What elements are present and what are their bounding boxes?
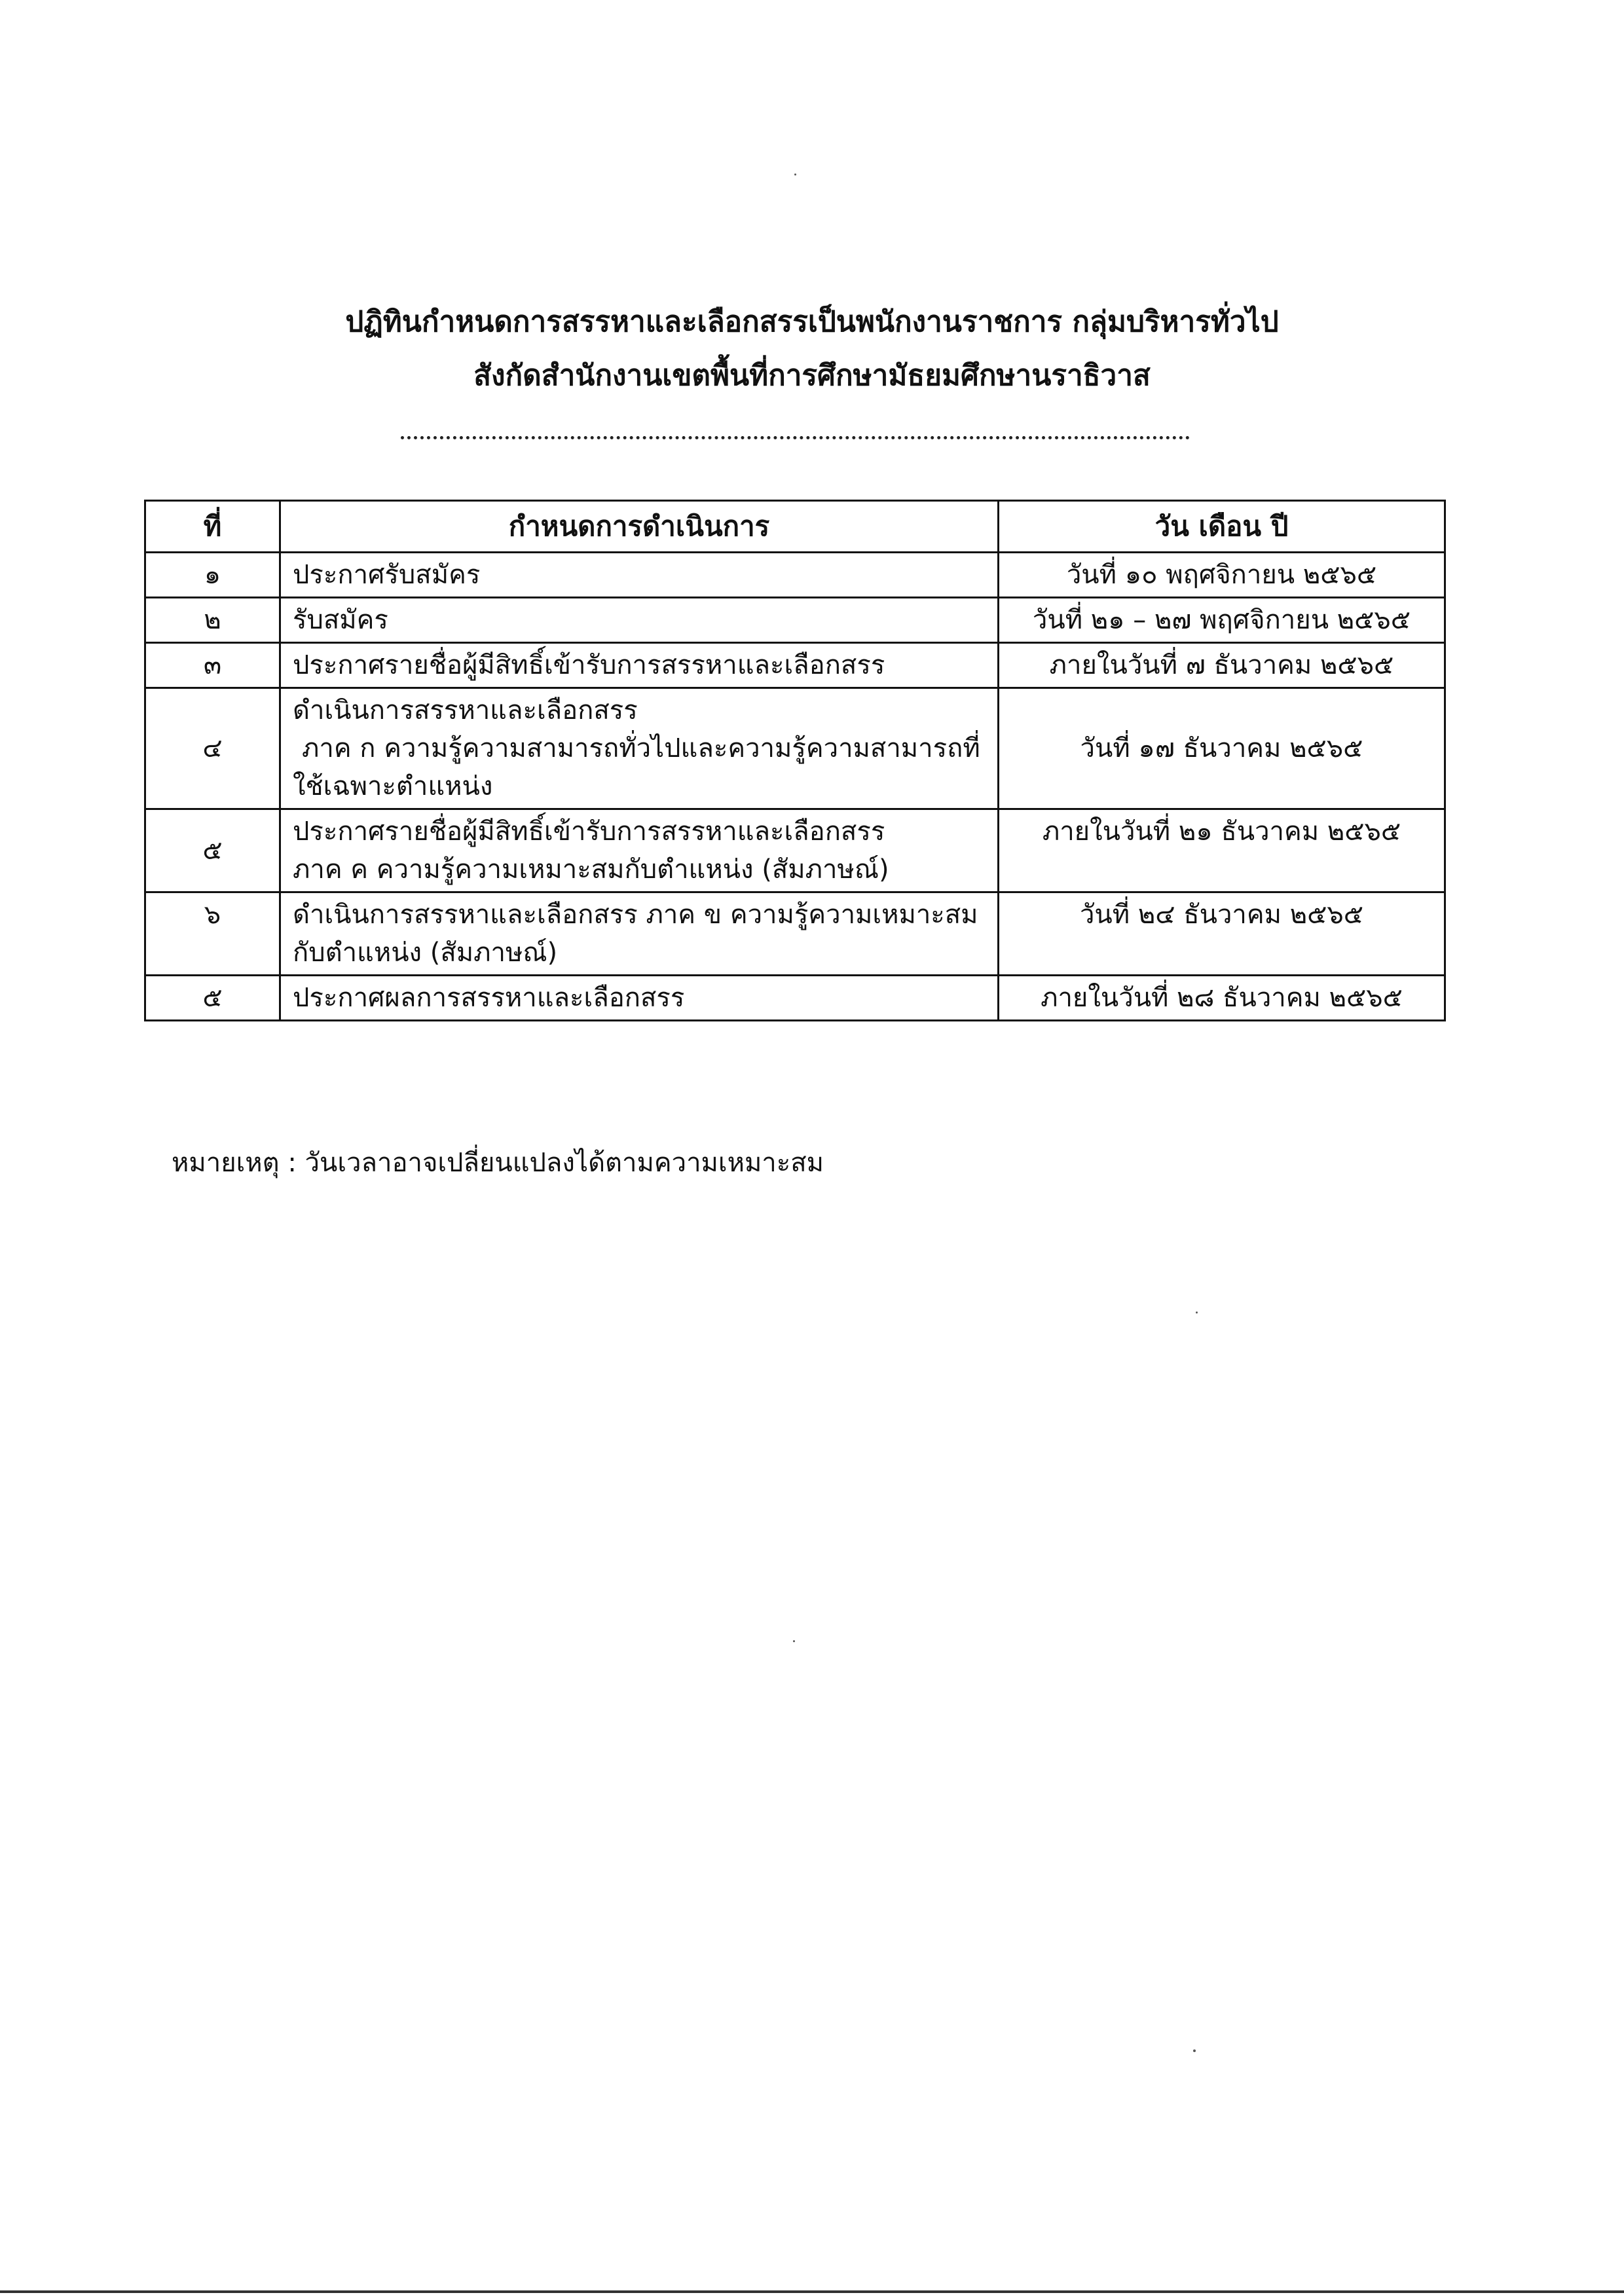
task-line: รับสมัคร — [293, 605, 388, 635]
row-date: วันที่ ๒๑ – ๒๗ พฤศจิกายน ๒๕๖๕ — [999, 598, 1445, 643]
task-line: กับตำแหน่ง (สัมภาษณ์) — [293, 938, 558, 968]
row-number: ๔ — [145, 688, 280, 809]
task-line: ประกาศรายชื่อผู้มีสิทธิ์เข้ารับการสรรหาและเลือกสรร — [293, 817, 885, 847]
header-date: วัน เดือน ปี — [999, 501, 1445, 553]
row-date: วันที่ ๑๐ พฤศจิกายน ๒๕๖๕ — [999, 553, 1445, 598]
scan-speck — [794, 174, 796, 175]
row-date: วันที่ ๒๔ ธันวาคม ๒๕๖๕ — [999, 892, 1445, 976]
task-line: ประกาศรายชื่อผู้มีสิทธิ์เข้ารับการสรรหาและเลือกสรร — [293, 650, 885, 680]
row-date: ภายในวันที่ ๒๘ ธันวาคม ๒๕๖๕ — [999, 976, 1445, 1021]
row-date: ภายในวันที่ ๗ ธันวาคม ๒๕๖๕ — [999, 643, 1445, 688]
row-number: ๑ — [145, 553, 280, 598]
row-task — [280, 809, 999, 892]
row-number: ๓ — [145, 643, 280, 688]
task-line: ประกาศผลการสรรหาและเลือกสรร — [293, 983, 685, 1013]
task-line: ดำเนินการสรรหาและเลือกสรร ภาค ข ความรู้ความเหมาะสม — [293, 900, 978, 930]
row-task — [280, 892, 999, 976]
header-task: กำหนดการดำเนินการ — [280, 501, 999, 553]
document-subtitle: สังกัดสำนักงานเขตพื้นที่การศึกษามัธยมศึกษานราธิวาส — [473, 359, 1151, 392]
row-date: วันที่ ๑๗ ธันวาคม ๒๕๖๕ — [999, 688, 1445, 809]
row-task — [280, 553, 999, 598]
footnote: หมายเหตุ : วันเวลาอาจเปลี่ยนแปลงได้ตามความเหมาะสม — [172, 1148, 824, 1178]
task-line: ภาค ก ความรู้ความสามารถทั่วไปและความรู้ความสามารถที่ — [302, 733, 980, 763]
scan-speck — [1193, 2049, 1196, 2052]
row-number: ๒ — [145, 598, 280, 643]
document-title: ปฏิทินกำหนดการสรรหาและเลือกสรรเป็นพนักงานราชการ กลุ่มบริหารทั่วไป — [345, 305, 1279, 339]
row-number: ๕ — [145, 976, 280, 1021]
task-line: ดำเนินการสรรหาและเลือกสรร — [293, 695, 638, 725]
row-number: ๖ — [145, 892, 280, 976]
header-no: ที่ — [145, 501, 280, 553]
row-task — [280, 643, 999, 688]
table-row — [145, 553, 1445, 598]
task-line: ใช้เฉพาะตำแหน่ง — [293, 771, 493, 801]
task-line: ภาค ค ความรู้ความเหมาะสมกับตำแหน่ง (สัมภาษณ์) — [293, 854, 889, 885]
table-row — [145, 809, 1445, 892]
row-date: ภายในวันที่ ๒๑ ธันวาคม ๒๕๖๕ — [999, 809, 1445, 892]
table-row — [145, 976, 1445, 1021]
schedule-table — [144, 500, 1446, 1021]
row-number: ๕ — [145, 809, 280, 892]
row-task — [280, 688, 999, 809]
table-header-row — [145, 501, 1445, 553]
scan-bottom-edge — [0, 2290, 1624, 2293]
table-row — [145, 598, 1445, 643]
dotted-divider — [401, 436, 1190, 439]
task-line: ประกาศรับสมัคร — [293, 560, 481, 590]
row-task — [280, 976, 999, 1021]
table-row — [145, 643, 1445, 688]
table-row — [145, 688, 1445, 809]
table-row — [145, 892, 1445, 976]
row-task — [280, 598, 999, 643]
scan-speck — [1196, 1312, 1198, 1313]
scan-speck — [793, 1640, 795, 1642]
